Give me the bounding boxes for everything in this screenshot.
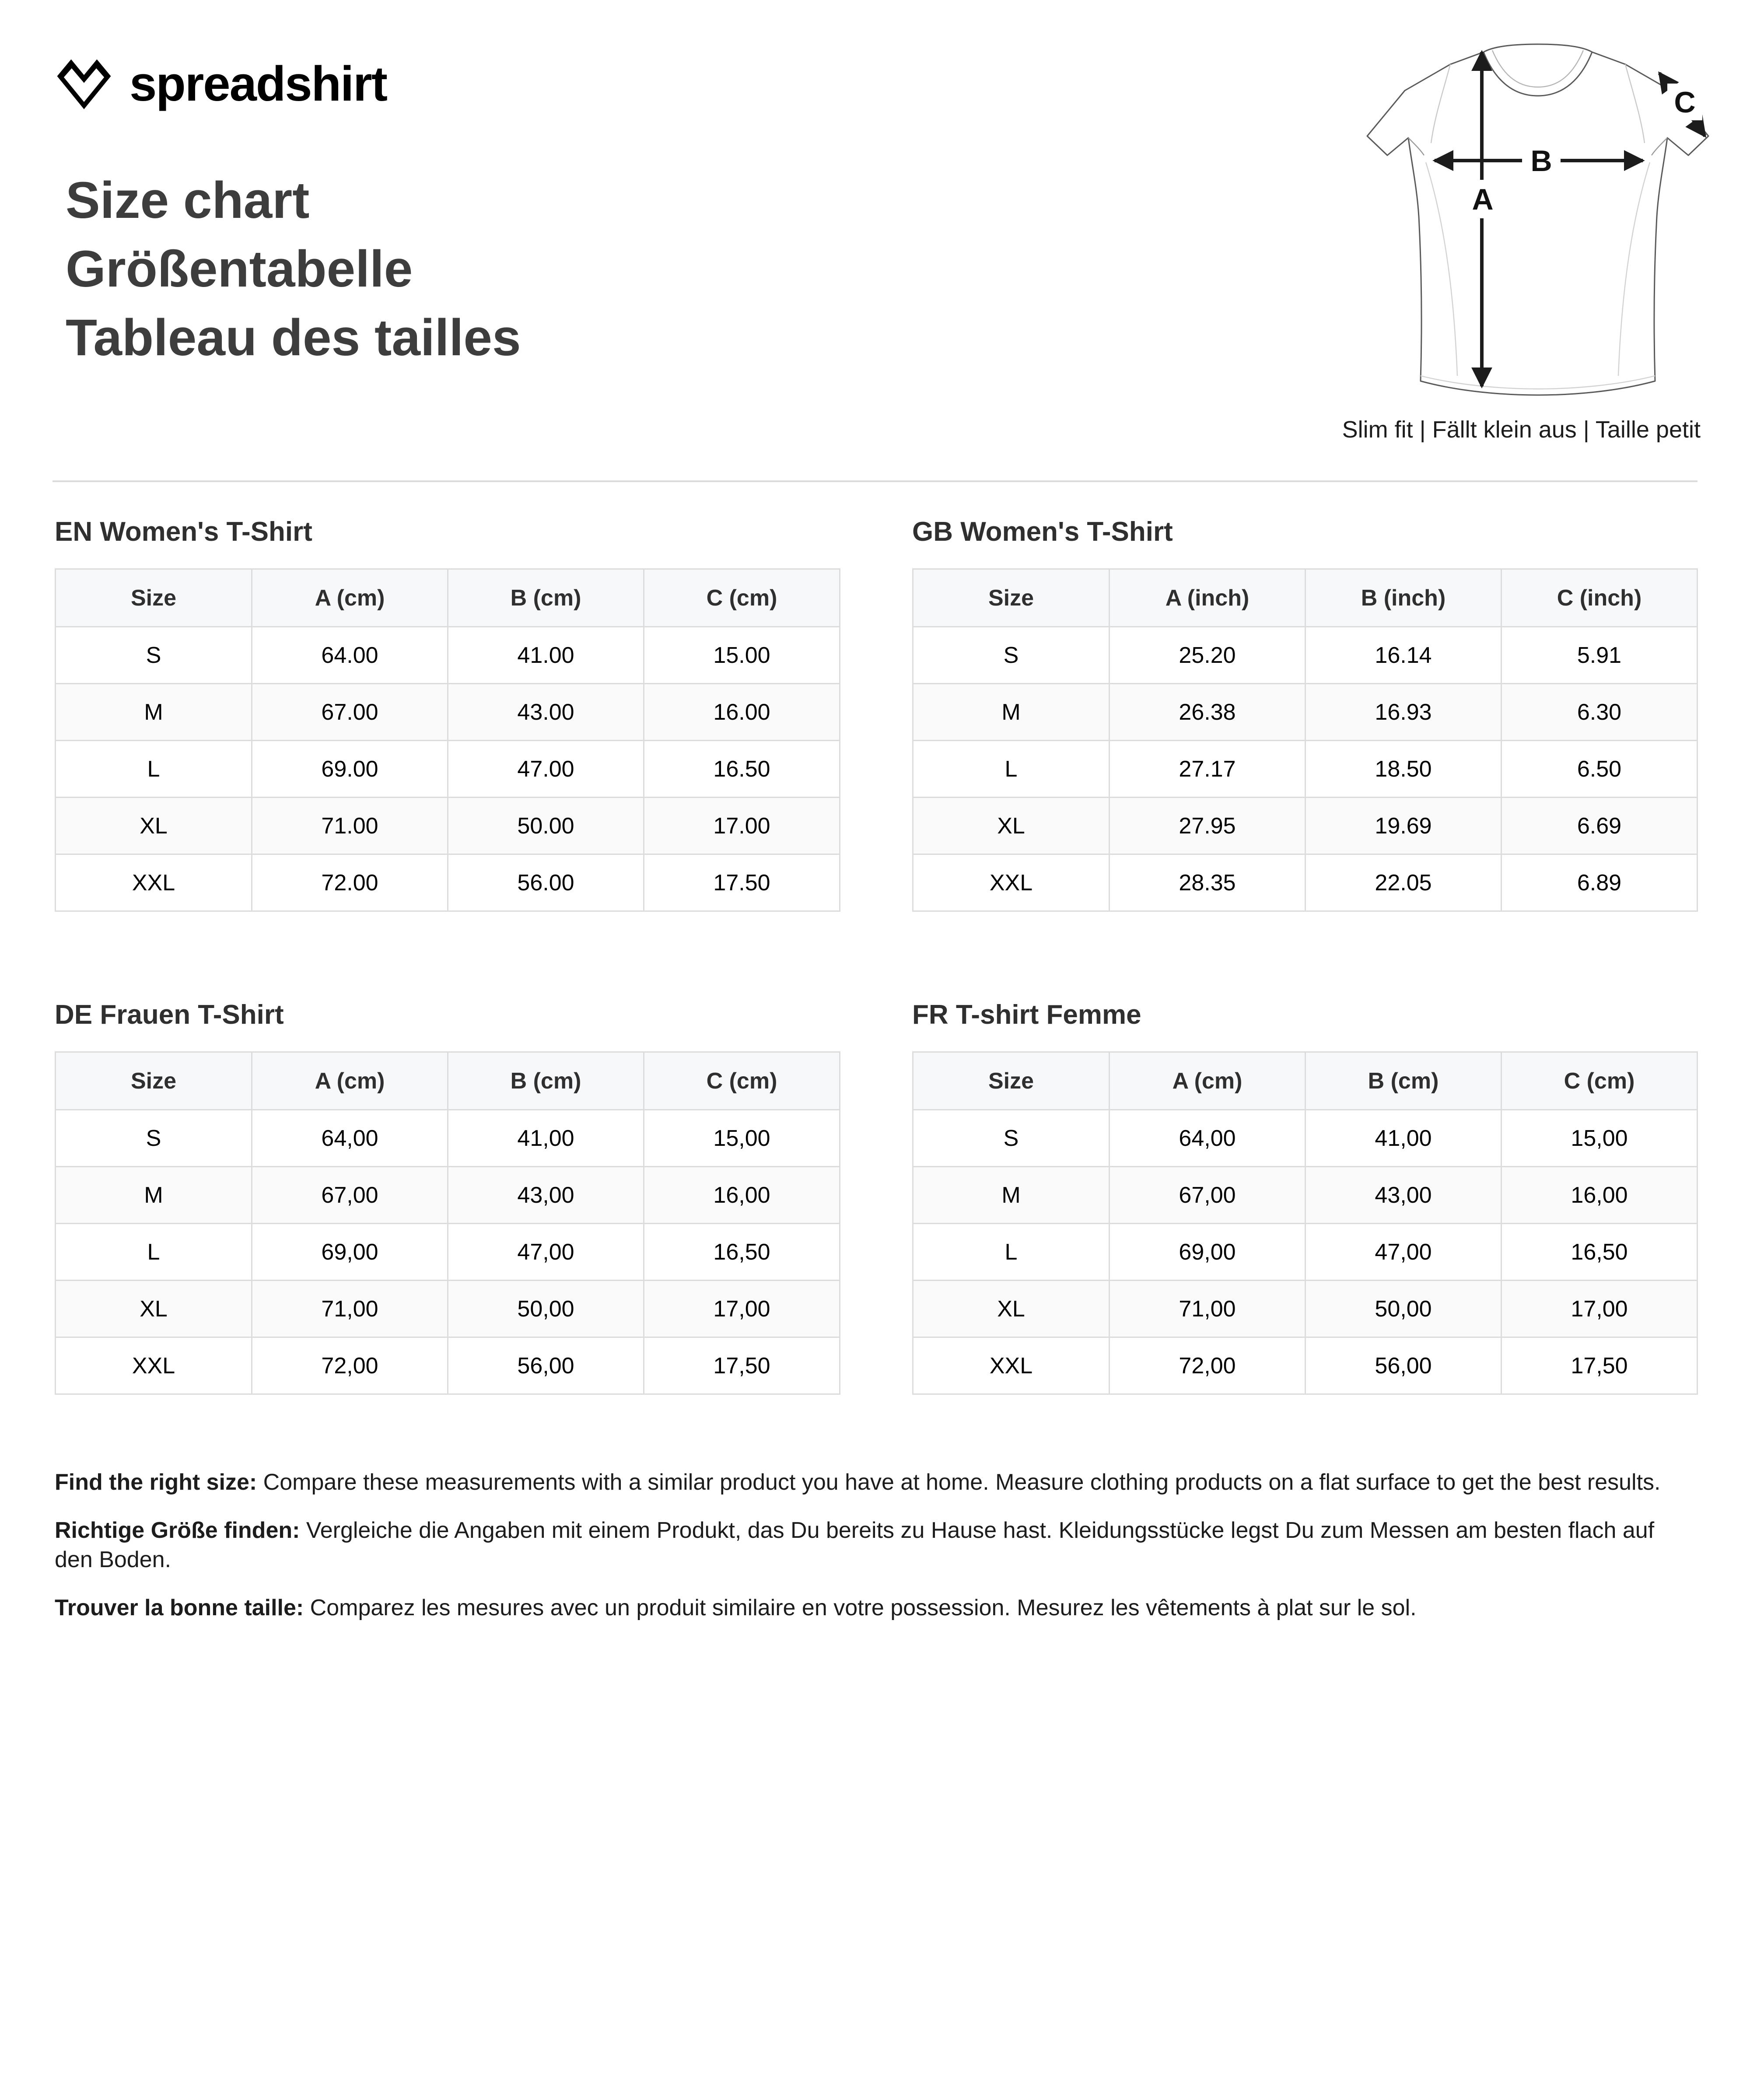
cell-size: M: [56, 684, 252, 741]
cell-b: 16.14: [1306, 627, 1502, 684]
cell-a: 64,00: [1110, 1110, 1306, 1167]
size-tables-row-bottom: [0, 999, 1750, 1395]
cell-c: 6.69: [1502, 798, 1698, 854]
column-header-c: C (cm): [644, 569, 840, 627]
cell-size: M: [913, 1167, 1110, 1224]
table-row: [913, 741, 1698, 798]
size-table-title-gb: GB Women's T-Shirt: [912, 517, 1173, 547]
size-table-fr: [912, 1051, 1698, 1395]
cell-c: 6.89: [1502, 854, 1698, 911]
cell-size: L: [56, 741, 252, 798]
column-header-b: B (cm): [1306, 1052, 1502, 1110]
measurement-diagram: [1328, 33, 1713, 443]
header-divider: [52, 480, 1698, 482]
table-row: [913, 798, 1698, 854]
table-header-row: [913, 569, 1698, 627]
cell-b: 47,00: [1306, 1224, 1502, 1281]
cell-a: 27.95: [1110, 798, 1306, 854]
cell-size: M: [913, 684, 1110, 741]
column-header-size: Size: [913, 1052, 1110, 1110]
brand-name: spreadshirt: [130, 56, 387, 111]
note-en: [55, 1468, 1698, 1498]
note-de-body: Vergleiche die Angaben mit einem Produkt, das Du bereits zu Hause hast. Kleidungsstücke legst Du zum Messen am besten flach auf den Boden.: [55, 1517, 1655, 1573]
note-en-body: Compare these measurements with a similar product you have at home. Measure clothing products on a flat surface to get the best results.: [257, 1470, 1661, 1495]
cell-b: 43,00: [1306, 1167, 1502, 1224]
note-fr-body: Comparez les mesures avec un produit similaire en votre possession. Mesurez les vêtements à plat sur le sol.: [304, 1595, 1417, 1620]
cell-c: 16,00: [1502, 1167, 1698, 1224]
cell-size: XXL: [56, 854, 252, 911]
cell-a: 71.00: [252, 798, 448, 854]
cell-b: 43,00: [448, 1167, 644, 1224]
cell-a: 69,00: [1110, 1224, 1306, 1281]
cell-c: 16,50: [644, 1224, 840, 1281]
table-row: [913, 684, 1698, 741]
cell-a: 69,00: [252, 1224, 448, 1281]
cell-b: 47,00: [448, 1224, 644, 1281]
size-tables-row-top: [0, 516, 1750, 912]
cell-a: 67,00: [252, 1167, 448, 1224]
cell-b: 56.00: [448, 854, 644, 911]
size-table-gb: [912, 568, 1698, 912]
cell-a: 72.00: [252, 854, 448, 911]
tables-row-gap: [0, 912, 1750, 999]
column-header-a: A (cm): [252, 569, 448, 627]
page-title: [66, 166, 521, 372]
cell-a: 72,00: [252, 1337, 448, 1394]
cell-a: 25.20: [1110, 627, 1306, 684]
cell-a: 64,00: [252, 1110, 448, 1167]
table-row: [913, 1224, 1698, 1281]
cell-c: 6.50: [1502, 741, 1698, 798]
cell-size: L: [913, 741, 1110, 798]
note-fr-lead: Trouver la bonne taille:: [55, 1595, 304, 1620]
cell-c: 15.00: [644, 627, 840, 684]
note-fr: [55, 1593, 1698, 1623]
cell-a: 71,00: [252, 1281, 448, 1337]
table-row: [913, 854, 1698, 911]
cell-a: 28.35: [1110, 854, 1306, 911]
cell-a: 27.17: [1110, 741, 1306, 798]
cell-size: XL: [56, 798, 252, 854]
cell-c: 17,50: [644, 1337, 840, 1394]
cell-c: 16,50: [1502, 1224, 1698, 1281]
size-table-title-fr: FR T-shirt Femme: [912, 1000, 1141, 1030]
cell-b: 47.00: [448, 741, 644, 798]
cell-b: 43.00: [448, 684, 644, 741]
size-table-title-de: DE Frauen T-Shirt: [55, 1000, 284, 1030]
cell-size: S: [56, 1110, 252, 1167]
cell-a: 26.38: [1110, 684, 1306, 741]
cell-a: 64.00: [252, 627, 448, 684]
cell-size: S: [913, 1110, 1110, 1167]
size-table-block-gb: [0, 516, 1713, 912]
page-title-de: Größentabelle: [66, 240, 413, 298]
table-row: [913, 1110, 1698, 1167]
cell-b: 56,00: [1306, 1337, 1502, 1394]
note-de-lead: Richtige Größe finden:: [55, 1517, 300, 1543]
cell-b: 41,00: [1306, 1110, 1502, 1167]
cell-size: XXL: [56, 1337, 252, 1394]
column-header-c: C (cm): [644, 1052, 840, 1110]
cell-a: 72,00: [1110, 1337, 1306, 1394]
measurement-label-c: C: [1674, 86, 1696, 119]
cell-size: M: [56, 1167, 252, 1224]
size-table-title-en: EN Women's T-Shirt: [55, 517, 312, 547]
cell-size: S: [913, 627, 1110, 684]
column-header-size: Size: [913, 569, 1110, 627]
cell-b: 50,00: [448, 1281, 644, 1337]
table-row: [913, 1167, 1698, 1224]
cell-b: 22.05: [1306, 854, 1502, 911]
size-tables-grid: [0, 516, 1750, 1395]
cell-size: S: [56, 627, 252, 684]
cell-size: XL: [913, 798, 1110, 854]
column-header-size: Size: [56, 569, 252, 627]
fit-note: Slim fit | Fällt klein aus | Taille petit: [1342, 416, 1701, 443]
note-en-lead: Find the right size:: [55, 1470, 257, 1495]
measuring-instructions: [55, 1468, 1698, 1641]
cell-c: 5.91: [1502, 627, 1698, 684]
cell-a: 67.00: [252, 684, 448, 741]
column-header-c: C (cm): [1502, 1052, 1698, 1110]
cell-b: 50,00: [1306, 1281, 1502, 1337]
cell-c: 16.00: [644, 684, 840, 741]
column-header-a: A (inch): [1110, 569, 1306, 627]
cell-a: 67,00: [1110, 1167, 1306, 1224]
cell-b: 41.00: [448, 627, 644, 684]
cell-b: 19.69: [1306, 798, 1502, 854]
cell-a: 69.00: [252, 741, 448, 798]
cell-b: 16.93: [1306, 684, 1502, 741]
cell-c: 17,00: [1502, 1281, 1698, 1337]
cell-c: 15,00: [1502, 1110, 1698, 1167]
cell-size: XL: [913, 1281, 1110, 1337]
table-header-row: [913, 1052, 1698, 1110]
cell-b: 41,00: [448, 1110, 644, 1167]
size-table-block-fr: [0, 999, 1713, 1395]
cell-size: XXL: [913, 1337, 1110, 1394]
cell-b: 56,00: [448, 1337, 644, 1394]
column-header-b: B (cm): [448, 569, 644, 627]
page-header: [0, 0, 1750, 451]
column-header-c: C (inch): [1502, 569, 1698, 627]
note-de: [55, 1516, 1698, 1575]
measurement-label-a: A: [1472, 183, 1494, 216]
table-row: [913, 1337, 1698, 1394]
cell-c: 17,50: [1502, 1337, 1698, 1394]
cell-c: 17,00: [644, 1281, 840, 1337]
column-header-size: Size: [56, 1052, 252, 1110]
page-title-en: Size chart: [66, 172, 310, 229]
cell-size: XXL: [913, 854, 1110, 911]
cell-size: L: [56, 1224, 252, 1281]
measurement-label-b: B: [1530, 144, 1552, 178]
column-header-b: B (inch): [1306, 569, 1502, 627]
cell-c: 17.00: [644, 798, 840, 854]
cell-c: 17.50: [644, 854, 840, 911]
cell-size: XL: [56, 1281, 252, 1337]
cell-c: 15,00: [644, 1110, 840, 1167]
brand-logo: [56, 56, 387, 112]
womens-tshirt-icon: [1363, 33, 1713, 413]
cell-c: 16,00: [644, 1167, 840, 1224]
page-title-fr: Tableau des tailles: [66, 308, 521, 367]
table-row: [913, 1281, 1698, 1337]
cell-b: 50.00: [448, 798, 644, 854]
column-header-a: A (cm): [1110, 1052, 1306, 1110]
spreadshirt-heart-logo-icon: [56, 56, 112, 112]
column-header-b: B (cm): [448, 1052, 644, 1110]
cell-b: 18.50: [1306, 741, 1502, 798]
cell-a: 71,00: [1110, 1281, 1306, 1337]
column-header-a: A (cm): [252, 1052, 448, 1110]
cell-size: L: [913, 1224, 1110, 1281]
cell-c: 6.30: [1502, 684, 1698, 741]
table-row: [913, 627, 1698, 684]
cell-c: 16.50: [644, 741, 840, 798]
